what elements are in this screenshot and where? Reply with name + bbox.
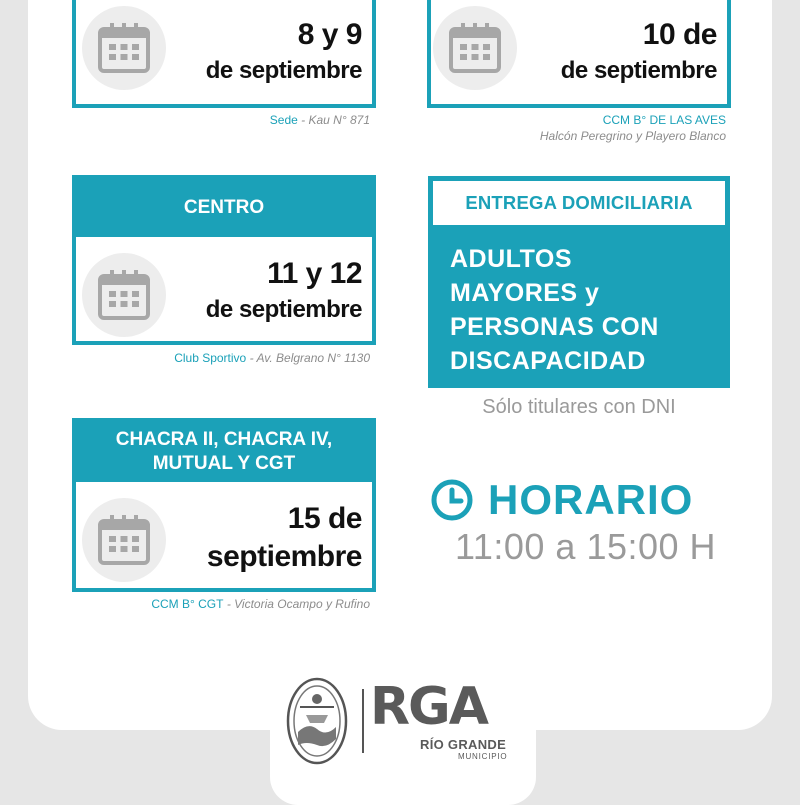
calendar-icon [82,6,166,90]
date-text: 10 de de septiembre [560,18,717,84]
location-text: CCM B° CGT - Victoria Ocampo y Rufino [151,597,370,611]
rga-logo-text: RGA [370,677,487,737]
date-card-2 [427,0,731,108]
delivery-line-4: DISCAPACIDAD [450,347,646,375]
date-text: 8 y 9 de septiembre [205,18,362,84]
clock-icon [430,478,474,522]
date-text: 11 y 12 de septiembre [205,257,362,323]
municipal-seal-icon [286,677,348,770]
city-name: RÍO GRANDE [420,737,507,752]
delivery-header: ENTREGA DOMICILIARIA [433,181,725,225]
date-card-4 [72,418,376,592]
date-card-1 [72,0,376,108]
schedule-title-row [430,474,693,526]
logo-divider [362,689,364,753]
date-card-3 [72,175,376,345]
date-text: 15 de septiembre [206,502,362,573]
delivery-note: Sólo titulares con DNI [482,396,676,418]
card-header: CHACRA II, CHACRA IV, MUTUAL Y CGT [76,422,372,482]
municipio-text: MUNICIPIO [458,752,508,761]
calendar-icon [433,6,517,90]
location-text: Sede - Kau N° 871 [269,113,370,127]
footer-logo-area [270,655,536,805]
location-text: Club Sportivo - Av. Belgrano N° 1130 [174,351,370,365]
schedule-hours: 11:00 a 15:00 H [455,526,717,567]
delivery-line-1: ADULTOS [450,245,573,273]
calendar-icon [82,253,166,337]
calendar-icon [82,498,166,582]
delivery-line-2: MAYORES y [450,279,600,307]
schedule-title: HORARIO [488,476,694,523]
home-delivery-box [428,176,730,388]
location-label: CCM B° DE LAS AVES [602,113,726,127]
location-detail: Halcón Peregrino y Playero Blanco [539,129,726,143]
card-header: CENTRO [76,179,372,237]
delivery-line-3: PERSONAS CON [450,313,659,341]
